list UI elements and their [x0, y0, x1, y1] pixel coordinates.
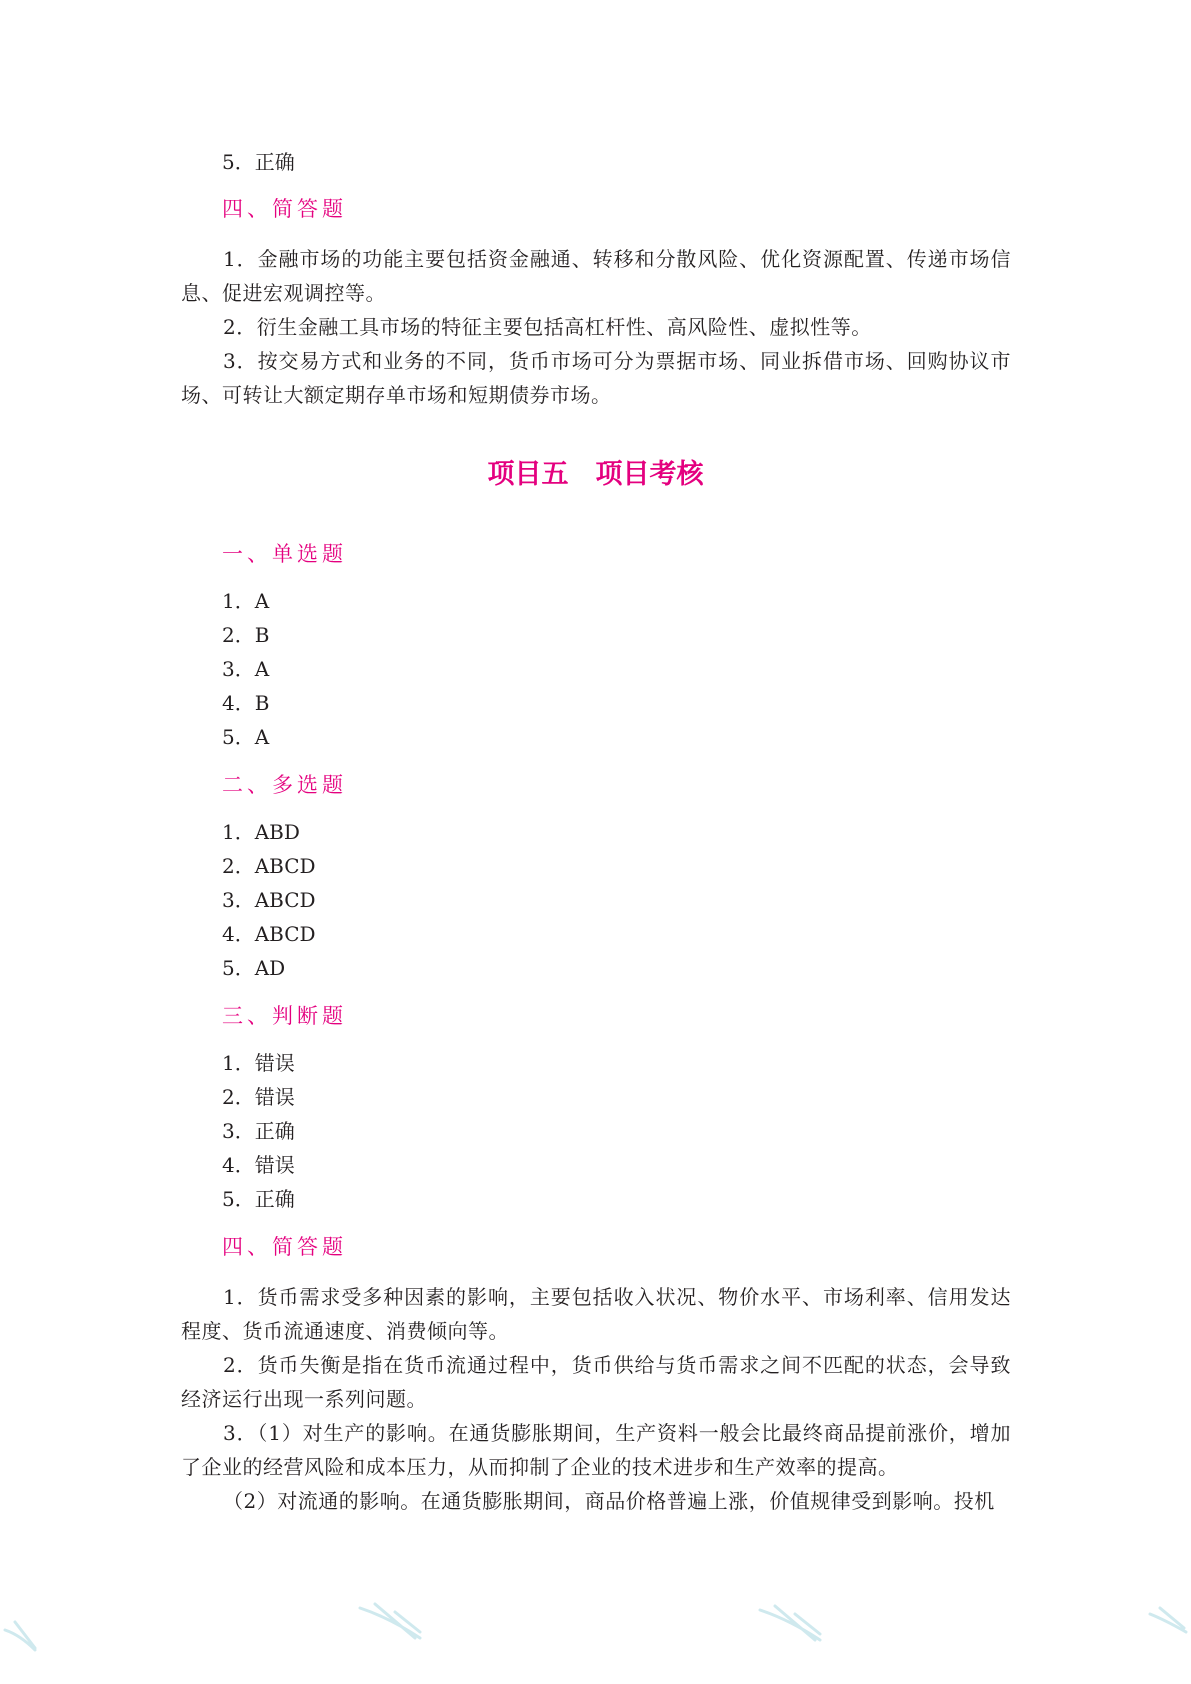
judgement-item: 1．错误: [222, 1051, 295, 1075]
judgement-item-5-prev: 5．正确: [222, 150, 295, 174]
single-choice-item: 2．B: [222, 623, 270, 647]
multi-choice-item: 2．ABCD: [222, 854, 316, 878]
judgement-item: 3．正确: [222, 1119, 295, 1143]
section-heading-short-answer: 四、简答题: [222, 1235, 347, 1259]
section-heading-judgement: 三、判断题: [222, 1004, 347, 1028]
single-choice-item: 3．A: [222, 657, 270, 681]
judgement-item: 5．正确: [222, 1187, 295, 1211]
judgement-item: 4．错误: [222, 1153, 295, 1177]
answer-paragraph-1-prev: 1．金融市场的功能主要包括资金融通、转移和分散风险、优化资源配置、传递市场信息、促进宏观调控等。: [181, 247, 1011, 305]
answer-paragraph-2-prev: 2．衍生金融工具市场的特征主要包括高杠杆性、高风险性、虚拟性等。: [223, 315, 872, 339]
single-choice-item: 5．A: [222, 725, 270, 749]
watermark-decoration: [0, 1600, 1191, 1684]
answer-paragraph-2: 2．货币失衡是指在货币流通过程中，货币供给与货币需求之间不匹配的状态，会导致经济运行出现一系列问题。: [181, 1353, 1011, 1411]
multi-choice-item: 5．AD: [222, 956, 286, 980]
section-heading-single-choice: 一、单选题: [222, 542, 347, 566]
judgement-item: 2．错误: [222, 1085, 295, 1109]
section-heading-multi-choice: 二、多选题: [222, 773, 347, 797]
single-choice-item: 1．A: [222, 589, 270, 613]
answer-paragraph-1: 1．货币需求受多种因素的影响，主要包括收入状况、物价水平、市场利率、信用发达程度、货币流通速度、消费倾向等。: [181, 1285, 1011, 1343]
multi-choice-item: 4．ABCD: [222, 922, 316, 946]
project-title: 项目五 项目考核: [487, 459, 704, 490]
answer-paragraph-3: 3．（1）对生产的影响。在通货膨胀期间，生产资料一般会比最终商品提前涨价，增加了企业的经营风险和成本压力，从而抑制了企业的技术进步和生产效率的提高。: [181, 1421, 1011, 1479]
multi-choice-item: 3．ABCD: [222, 888, 316, 912]
answer-paragraph-4: （2）对流通的影响。在通货膨胀期间，商品价格普遍上涨，价值规律受到影响。投机: [223, 1489, 995, 1513]
section-heading-short-answer-prev: 四、简答题: [222, 197, 347, 221]
answer-paragraph-3-prev: 3．按交易方式和业务的不同，货币市场可分为票据市场、同业拆借市场、回购协议市场、可转让大额定期存单市场和短期债券市场。: [181, 349, 1011, 407]
single-choice-item: 4．B: [222, 691, 270, 715]
multi-choice-item: 1．ABD: [222, 820, 300, 844]
